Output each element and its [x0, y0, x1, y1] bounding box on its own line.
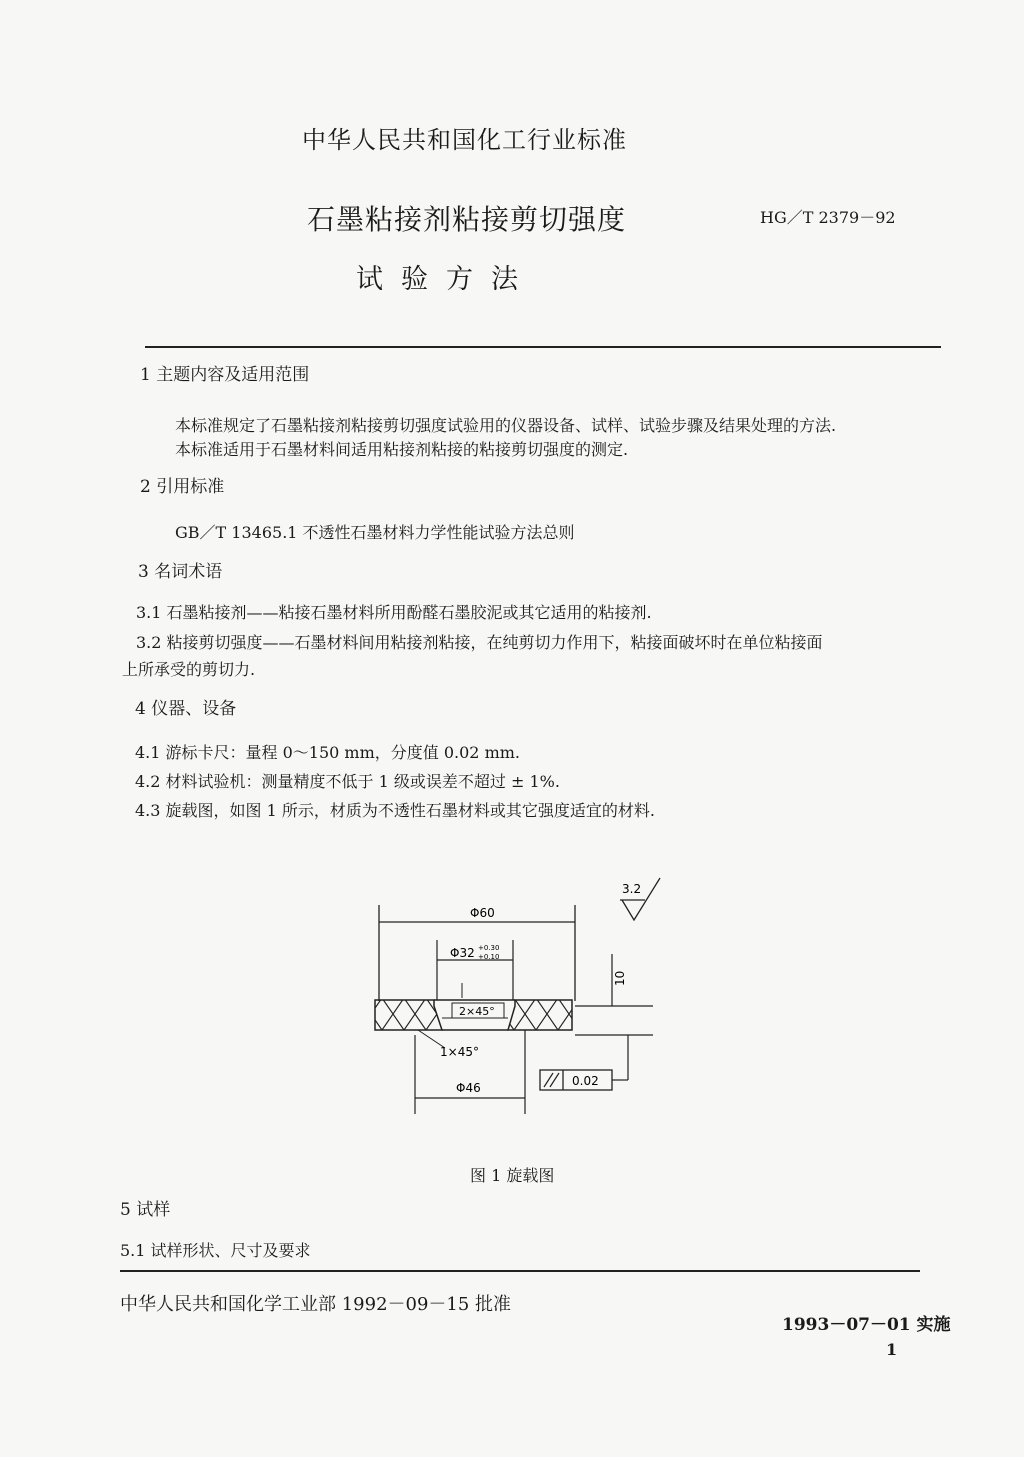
- page-number: 1: [886, 1340, 898, 1359]
- section-5-heading: 5 试样: [120, 1200, 171, 1220]
- outer-diameter-dimension: [379, 905, 575, 1001]
- parallelism-value: 0.02: [572, 1074, 599, 1088]
- section-1-paragraph-2: 本标准适用于石墨材料间适用粘接剂粘接的粘接剪切强度的测定.: [175, 440, 629, 459]
- bottom-chamfer-label: 1×45°: [440, 1045, 479, 1059]
- inner-diameter-label: Φ32: [450, 946, 475, 960]
- reference-standard: GB／T 13465.1 不透性石墨材料力学性能试验方法总则: [175, 523, 575, 542]
- section-3-heading: 3 名词术语: [138, 562, 223, 582]
- roughness-value: 3.2: [622, 882, 642, 896]
- height-label: 10: [613, 970, 627, 986]
- figure-1-drawing: [360, 870, 680, 1130]
- section-5-1: 5.1 试样形状、尺寸及要求: [120, 1241, 311, 1260]
- approval-line: 中华人民共和国化学工业部 1992－09－15 批准: [120, 1294, 512, 1315]
- organization-title: 中华人民共和国化工行业标准: [302, 126, 627, 154]
- document-title: 石墨粘接剂粘接剪切强度: [307, 203, 627, 236]
- roughness-symbol: [620, 878, 660, 920]
- inner-tolerance-lower: +0.10: [478, 953, 500, 961]
- ring-cross-section: [375, 1000, 572, 1030]
- section-4-heading: 4 仪器、设备: [135, 699, 237, 719]
- footer-rule: [120, 1270, 920, 1272]
- section-2-heading: 2 引用标准: [140, 477, 225, 497]
- figure-caption: 图 1 旋载图: [470, 1166, 555, 1185]
- inner-tolerance-upper: +0.30: [478, 944, 500, 952]
- section-1-heading: 1 主题内容及适用范围: [140, 365, 310, 385]
- instrument-4-2: 4.2 材料试验机：测量精度不低于 1 级或误差不超过 ± 1%.: [135, 772, 560, 791]
- outer-diameter-label: Φ60: [470, 906, 495, 920]
- top-chamfer-label: 2×45°: [459, 1005, 495, 1018]
- instrument-4-3: 4.3 旋载图，如图 1 所示，材质为不透性石墨材料或其它强度适宜的材料.: [135, 801, 655, 820]
- instrument-4-1: 4.1 游标卡尺：量程 0～150 mm，分度值 0.02 mm.: [135, 743, 520, 762]
- document-subtitle: 试验方法: [356, 264, 536, 295]
- bottom-diameter-label: Φ46: [456, 1081, 481, 1095]
- bottom-diameter-dimension: [415, 1030, 525, 1114]
- term-3-2-line-2: 上所承受的剪切力.: [122, 660, 256, 679]
- parallelism-tolerance-frame: [540, 1035, 628, 1090]
- standard-code: HG／T 2379－92: [760, 208, 896, 227]
- section-1-paragraph-1: 本标准规定了石墨粘接剂粘接剪切强度试验用的仪器设备、试样、试验步骤及结果处理的方法.: [175, 416, 837, 435]
- term-3-2-line-1: 3.2 粘接剪切强度——石墨材料间用粘接剂粘接，在纯剪切力作用下，粘接面破坏时在单位粘接面: [136, 633, 823, 652]
- term-3-1: 3.1 石墨粘接剂——粘接石墨材料所用酚醛石墨胶泥或其它适用的粘接剂.: [136, 603, 652, 622]
- parallel-icon: [544, 1073, 559, 1087]
- bottom-chamfer-callout: [418, 1030, 479, 1059]
- header-rule: [145, 346, 941, 348]
- effective-date: 1993－07－01 实施: [782, 1315, 951, 1335]
- inner-diameter-dimension: [437, 940, 513, 1000]
